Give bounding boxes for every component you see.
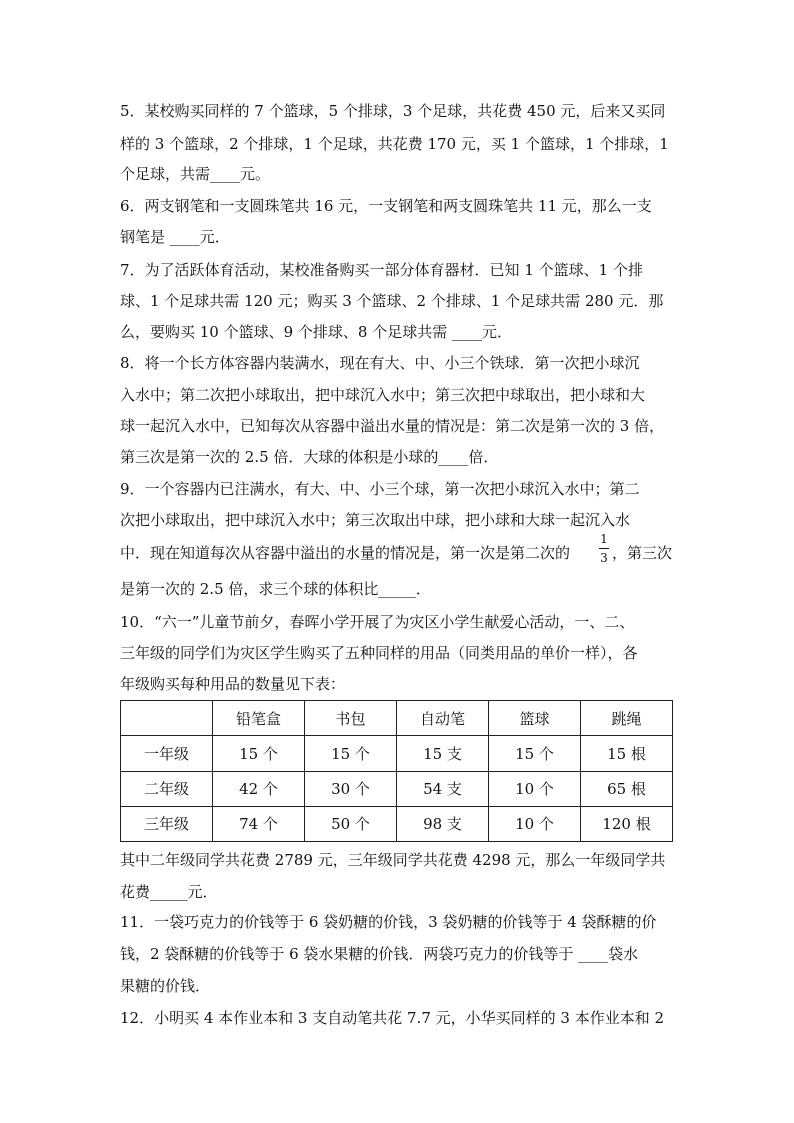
q8-line-2: 入水中；第二次把小球取出，把中球沉入水中；第三次把中球取出，把小球和大: [120, 386, 646, 404]
q9-line-3-tail: ，第三次: [612, 544, 673, 562]
table-header-cell: 篮球: [489, 701, 581, 736]
q5-line-1: 5．某校购买同样的 7 个篮球，5 个排球，3 个足球，共花费 450 元，后来又买同: [120, 102, 666, 120]
table-cell: 二年级: [121, 771, 213, 806]
table-row: [121, 736, 673, 771]
q7-line-3: 么，要购买 10 个篮球、9 个排球、8 个足球共需 ____元．: [120, 323, 513, 341]
table-cell: 10 个: [489, 806, 581, 841]
q9-line-3: 中．现在知道每次从容器中溢出的水量的情况是，第一次是第二次的: [120, 544, 571, 562]
table-cell: 120 根: [581, 806, 673, 841]
table-cell: 15 个: [305, 736, 397, 771]
q8-line-1: 8．将一个长方体容器内装满水，现在有大、中、小三个铁球．第一次把小球沉: [120, 354, 640, 372]
table-cell: 30 个: [305, 771, 397, 806]
table-cell: 三年级: [121, 806, 213, 841]
fraction-bar: [599, 548, 609, 549]
q9-line-4: 是第一次的 2.5 倍，求三个球的体积比_____．: [120, 580, 431, 598]
table-cell: 15 个: [489, 736, 581, 771]
table-row: [121, 771, 673, 806]
table-cell: 一年级: [121, 736, 213, 771]
q11-line-1: 11．一袋巧克力的价钱等于 6 袋奶糖的价钱，3 袋奶糖的价钱等于 4 袋酥糖的价: [120, 913, 657, 931]
q10-line-5: 花费_____元．: [120, 883, 218, 901]
q8-line-4: 第三次是第一次的 2.5 倍．大球的体积是小球的____倍．: [120, 448, 499, 466]
q9-line-2: 次把小球取出，把中球沉入水中；第三次取出中球，把小球和大球一起沉入水: [120, 511, 631, 529]
table-cell: 15 根: [581, 736, 673, 771]
q6-line-2: 钢笔是 ____元．: [120, 228, 230, 246]
fraction-denominator: 3: [600, 551, 608, 565]
table-header-cell: 跳绳: [581, 701, 673, 736]
q11-line-2: 钱，2 袋酥糖的价钱等于 6 袋水果糖的价钱．两袋巧克力的价钱等于 ____袋水: [120, 945, 639, 963]
table-cell: 65 根: [581, 771, 673, 806]
q5-line-3: 个足球，共需____元。: [120, 165, 271, 183]
q10-line-2: 三年级的同学们为灾区学生购买了五种同样的用品（同类用品的单价一样），各: [120, 644, 638, 662]
q11-line-3: 果糖的价钱．: [120, 977, 211, 995]
q10-line-3: 年级购买每种用品的数量见下表：: [120, 675, 346, 693]
supplies-table: [120, 700, 673, 842]
q8-line-3: 球一起沉入水中，已知每次从容器中溢出水量的情况是：第二次是第一次的 3 倍，: [120, 417, 665, 435]
q12-line-1: 12．小明买 4 本作业本和 3 支自动笔共花 7.7 元，小华买同样的 3 本作业本和 2: [120, 1009, 665, 1027]
table-header-cell: 铅笔盒: [213, 701, 305, 736]
table-header-cell: 书包: [305, 701, 397, 736]
table-cell: 54 支: [397, 771, 489, 806]
table-cell: 98 支: [397, 806, 489, 841]
table-cell: 10 个: [489, 771, 581, 806]
q7-line-1: 7．为了活跃体育活动，某校准备购买一部分体育器材．已知 1 个篮球、1 个排: [120, 261, 643, 279]
table-cell: 42 个: [213, 771, 305, 806]
table-header-cell: 自动笔: [397, 701, 489, 736]
table-row: [121, 806, 673, 841]
table-header-cell: [121, 701, 213, 736]
q10-line-4: 其中二年级同学共花费 2789 元，三年级同学共花费 4298 元，那么一年级同学共: [120, 851, 666, 869]
table-cell: 15 支: [397, 736, 489, 771]
q10-line-1: 10．“六一”儿童节前夕，春晖小学开展了为灾区小学生献爱心活动，一、二、: [120, 613, 635, 631]
fraction-numerator: 1: [600, 532, 608, 546]
q5-line-2: 样的 3 个篮球，2 个排球，1 个足球，共花费 170 元，买 1 个篮球，1 个排球，1: [120, 135, 669, 153]
table-cell: 74 个: [213, 806, 305, 841]
q9-line-1: 9．一个容器内已注满水，有大、中、小三个球，第一次把小球沉入水中；第二: [120, 480, 640, 498]
table-cell: 15 个: [213, 736, 305, 771]
table-header-row: [121, 701, 673, 736]
q7-line-2: 球、1 个足球共需 120 元；购买 3 个篮球、2 个排球、1 个足球共需 280 元．那: [120, 292, 664, 310]
table-cell: 50 个: [305, 806, 397, 841]
q6-line-1: 6．两支钢笔和一支圆珠笔共 16 元，一支钢笔和两支圆珠笔共 11 元，那么一支: [120, 197, 652, 215]
